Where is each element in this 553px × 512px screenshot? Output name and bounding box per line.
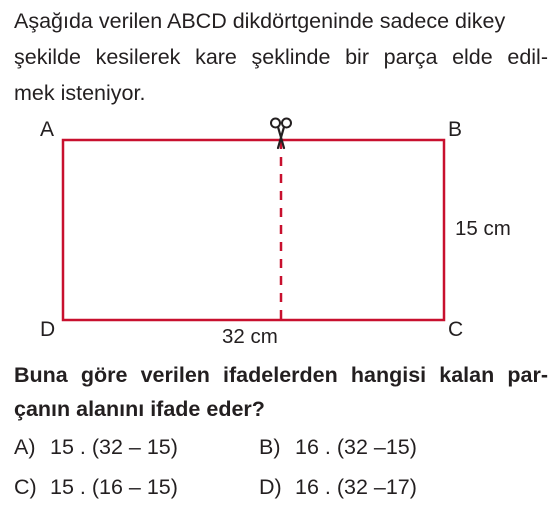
option-letter: D) — [259, 475, 282, 499]
stem-line-2: şekilde kesilerek kare şeklinde bir parça elde edil- — [14, 45, 548, 69]
option-text: 15 . (32 – 15) — [50, 435, 178, 459]
stem-line-3: mek isteniyor. — [14, 81, 146, 105]
vertex-label-c: C — [448, 318, 464, 341]
option-d[interactable] — [259, 474, 417, 500]
vertex-label-a: A — [40, 118, 55, 141]
vertex-label-b: B — [448, 118, 463, 141]
rectangle-figure — [0, 110, 553, 350]
option-text: 15 . (16 – 15) — [50, 475, 178, 499]
option-b[interactable] — [259, 434, 417, 460]
rectangle-abcd — [63, 140, 444, 320]
question-line-1: Buna göre verilen ifadelerden hangisi kalan par- — [14, 363, 548, 387]
option-letter: C) — [14, 475, 37, 499]
option-a[interactable] — [14, 434, 178, 460]
option-c[interactable] — [14, 474, 178, 500]
option-letter: B) — [259, 435, 281, 459]
base-length-label: 32 cm — [222, 325, 278, 348]
question-line-2: çanın alanını ifade eder? — [14, 397, 265, 421]
vertex-label-d: D — [40, 318, 56, 341]
option-letter: A) — [14, 435, 36, 459]
stem-line-1: Aşağıda verilen ABCD dikdörtgeninde sadece dikey — [14, 9, 506, 33]
option-text: 16 . (32 –17) — [295, 475, 417, 499]
option-text: 16 . (32 –15) — [295, 435, 417, 459]
side-length-label: 15 cm — [455, 217, 511, 240]
